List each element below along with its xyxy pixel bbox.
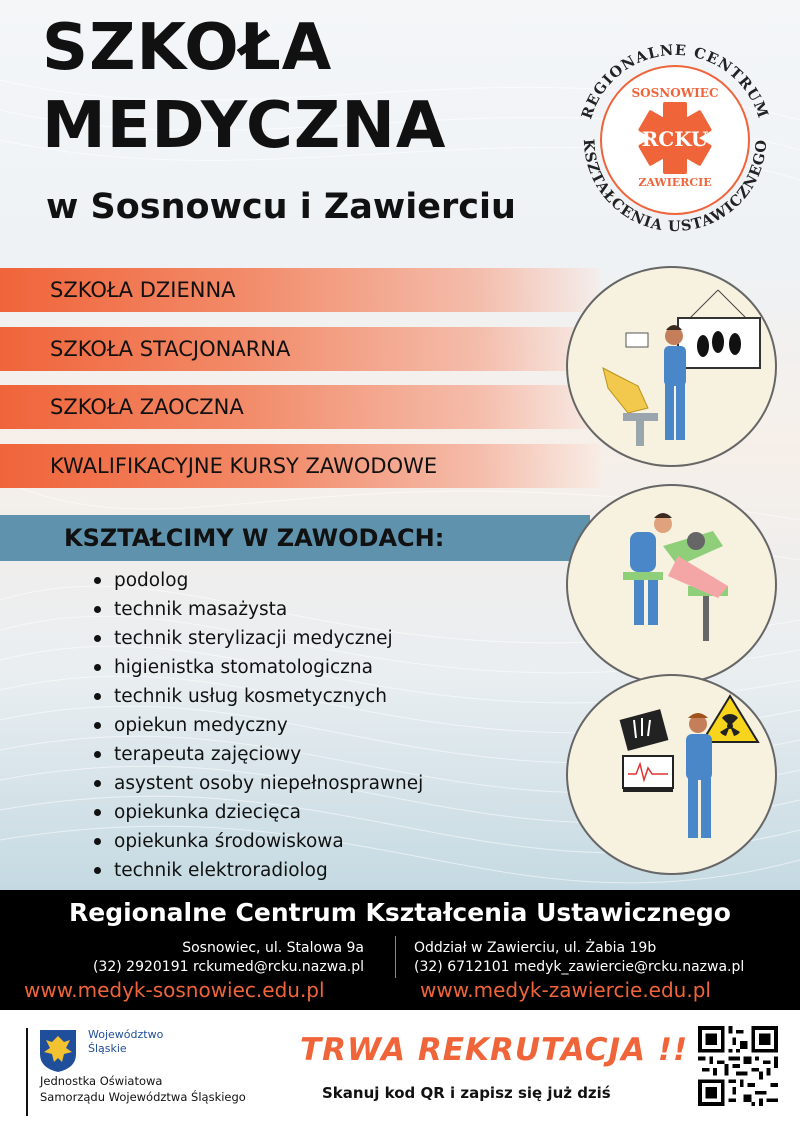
logo-bottom-city: ZAWIERCIE — [638, 176, 712, 189]
bottom-bar — [0, 1010, 800, 1125]
center-name: Regionalne Centrum Kształcenia Ustawicznego — [69, 898, 731, 927]
profession-item: podolog — [94, 566, 423, 595]
silesia-crest-icon — [38, 1028, 78, 1074]
school-type-label: SZKOŁA STACJONARNA — [50, 337, 291, 361]
scan-instruction: Skanuj kod QR i zapisz się już dziś — [322, 1084, 611, 1102]
professions-heading: KSZTAŁCIMY W ZAWODACH: — [64, 524, 445, 552]
sosnowiec-contact — [93, 939, 364, 977]
school-type-label: SZKOŁA DZIENNA — [50, 278, 236, 302]
school-type-band — [0, 385, 600, 429]
logo-badge: RCKU — [641, 127, 709, 151]
profession-item: technik usług kosmetycznych — [94, 682, 423, 711]
profession-item: technik elektroradiolog — [94, 856, 423, 885]
profession-item: asystent osoby niepełnosprawnej — [94, 769, 423, 798]
title-line-2: MEDYCZNA — [42, 89, 447, 163]
school-type-band — [0, 268, 600, 312]
school-type-band — [0, 444, 600, 488]
profession-item: opiekun medyczny — [94, 711, 423, 740]
logo-top-city: SOSNOWIEC — [631, 86, 719, 100]
sosnowiec-address: Sosnowiec, ul. Stalowa 9a — [182, 940, 364, 956]
unit-line-1: Jednostka Oświatowa — [40, 1074, 163, 1088]
rcku-logo — [560, 40, 790, 240]
profession-item: technik masażysta — [94, 595, 423, 624]
profession-item: technik sterylizacji medycznej — [94, 624, 423, 653]
profession-item: higienistka stomatologiczna — [94, 653, 423, 682]
radiology-illustration — [566, 674, 777, 875]
school-type-band — [0, 327, 600, 371]
school-type-label: SZKOŁA ZAOCZNA — [50, 395, 244, 419]
podology-illustration — [566, 266, 777, 467]
logo-ring-top-text: REGIONALNE CENTRUM — [578, 41, 772, 122]
divider — [26, 1028, 28, 1116]
professions-heading-band — [0, 515, 590, 561]
unit-line-2: Samorządu Województwa Śląskiego — [40, 1090, 246, 1104]
cosmetics-illustration — [566, 484, 777, 685]
professions-list — [94, 566, 423, 885]
zawiercie-url-link[interactable]: www.medyk-zawiercie.edu.pl — [420, 978, 711, 1002]
subtitle: w Sosnowcu i Zawierciu — [46, 187, 516, 227]
logo-ring-bottom-text: KSZTAŁCENIA USTAWICZNEGO — [579, 138, 771, 236]
profession-item: opiekunka dziecięca — [94, 798, 423, 827]
sosnowiec-url-link[interactable]: www.medyk-sosnowiec.edu.pl — [24, 978, 325, 1002]
title-line-1: SZKOŁA — [42, 11, 333, 85]
zawiercie-phone-email: (32) 6712101 medyk_zawiercie@rcku.nazwa.pl — [414, 959, 745, 975]
voivodeship-line-2: Śląskie — [88, 1042, 127, 1055]
sosnowiec-phone-email: (32) 2920191 rckumed@rcku.nazwa.pl — [92, 959, 364, 975]
footer-contact — [0, 890, 800, 1010]
profession-item: opiekunka środowiskowa — [94, 827, 423, 856]
voivodeship-line-1: Województwo — [88, 1028, 164, 1041]
school-type-label: KWALIFIKACYJNE KURSY ZAWODOWE — [50, 454, 438, 478]
divider — [395, 936, 396, 978]
profession-item: terapeuta zajęciowy — [94, 740, 423, 769]
zawiercie-contact — [414, 939, 744, 977]
zawiercie-address: Oddział w Zawierciu, ul. Żabia 19b — [414, 940, 657, 956]
qr-code-icon[interactable] — [698, 1026, 778, 1106]
recruitment-banner: TRWA REKRUTACJA !! — [300, 1032, 689, 1068]
